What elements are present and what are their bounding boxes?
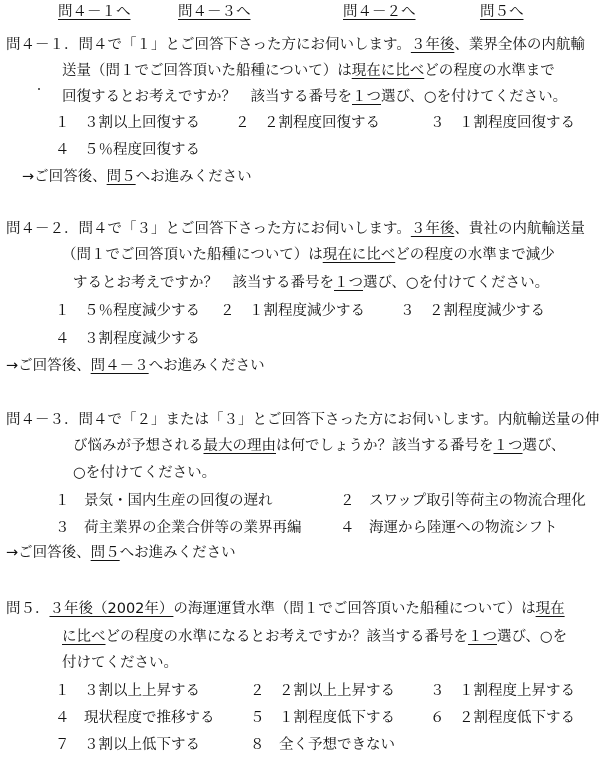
q5-option-2[interactable]: ２ ２割以上上昇する (250, 683, 395, 699)
goto-q4-2-label: 問４－２へ (343, 4, 416, 20)
q4-2-line-2: （問１でご回答頂いた船種について）は現在に比べどの程度の水準まで減少 (62, 247, 555, 263)
q4-1-line-3: 回復するとお考えですか？ 該当する番号を１つ選び、○を付けてください。 (62, 89, 568, 105)
q5-option-6[interactable]: ６ ２割程度低下する (430, 710, 575, 726)
q4-3-option-1[interactable]: １ 景気・国内生産の回復の遅れ (55, 493, 273, 509)
q4-1-option-4[interactable]: ４ ５％程度回復する (55, 142, 200, 158)
q4-2-line-3: するとお考えですか？ 該当する番号を１つ選び、○を付けてください。 (73, 275, 550, 291)
q4-3-line-1: 問４－３．問４で「２」または「３」とご回答下さった方にお伺いします。内航輸送量の伸 (6, 412, 600, 428)
q4-3-line-3: ○を付けてください。 (73, 465, 217, 481)
q4-2-option-1[interactable]: １ ５％程度減少する (55, 303, 200, 319)
q4-2-line-1: 問４－２．問４で「３」とご回答下さった方にお伺いします。３年後、貴社の内航輸送量 (6, 221, 585, 237)
q4-1-line-2: 送量（問１でご回答頂いた船種について）は現在に比べどの程度の水準まで (62, 63, 555, 79)
q4-2-option-4[interactable]: ４ ３割程度減少する (55, 331, 200, 347)
q5-line-1: 問５．３年後（2002年）の海運運賃水準（問１でご回答頂いた船種について）は現在 (6, 601, 565, 617)
q4-3-option-3[interactable]: ３ 荷主業界の企業合併等の業界再編 (55, 520, 302, 536)
q4-1-option-2[interactable]: ２ ２割程度回復する (235, 115, 380, 131)
q5-option-7[interactable]: ７ ３割以上低下する (55, 737, 200, 753)
q5-option-3[interactable]: ３ １割程度上昇する (430, 683, 575, 699)
q4-1-option-3[interactable]: ３ １割程度回復する (430, 115, 575, 131)
q4-1-option-1[interactable]: １ ３割以上回復する (55, 115, 200, 131)
q4-2-option-3[interactable]: ３ ２割程度減少する (400, 303, 545, 319)
q4-3-goto: →ご回答後、問５へお進みください (6, 545, 236, 561)
q4-1-goto: →ご回答後、問５へお進みください (22, 169, 252, 185)
q4-2-option-2[interactable]: ２ １割程度減少する (220, 303, 365, 319)
stray-mark (38, 88, 40, 90)
q5-line-3: 付けてください。 (62, 655, 178, 671)
q4-3-option-4[interactable]: ４ 海運から陸運への物流シフト (340, 520, 558, 536)
q5-option-5[interactable]: ５ １割程度低下する (250, 710, 395, 726)
q5-option-8[interactable]: ８ 全く予想できない (250, 737, 395, 753)
q4-2-goto: →ご回答後、問４－３へお進みください (6, 358, 265, 374)
goto-q4-3-label: 問４－３へ (178, 4, 251, 20)
q4-3-option-2[interactable]: ２ スワップ取引等荷主の物流合理化 (340, 493, 586, 509)
q4-3-line-2: び悩みが予想される最大の理由は何でしょうか？該当する番号を１つ選び、 (73, 438, 566, 454)
q5-option-4[interactable]: ４ 現状程度で推移する (55, 710, 215, 726)
q5-line-2: に比べどの程度の水準になるとお考えですか？該当する番号を１つ選び、○を (62, 629, 568, 645)
goto-q4-1-label: 問４－１へ (58, 4, 131, 20)
goto-q5-label: 問５へ (480, 4, 524, 20)
q5-option-1[interactable]: １ ３割以上上昇する (55, 683, 200, 699)
q4-1-line-1: 問４－１．問４で「１」とご回答下さった方にお伺いします。３年後、業界全体の内航輸 (6, 37, 585, 53)
